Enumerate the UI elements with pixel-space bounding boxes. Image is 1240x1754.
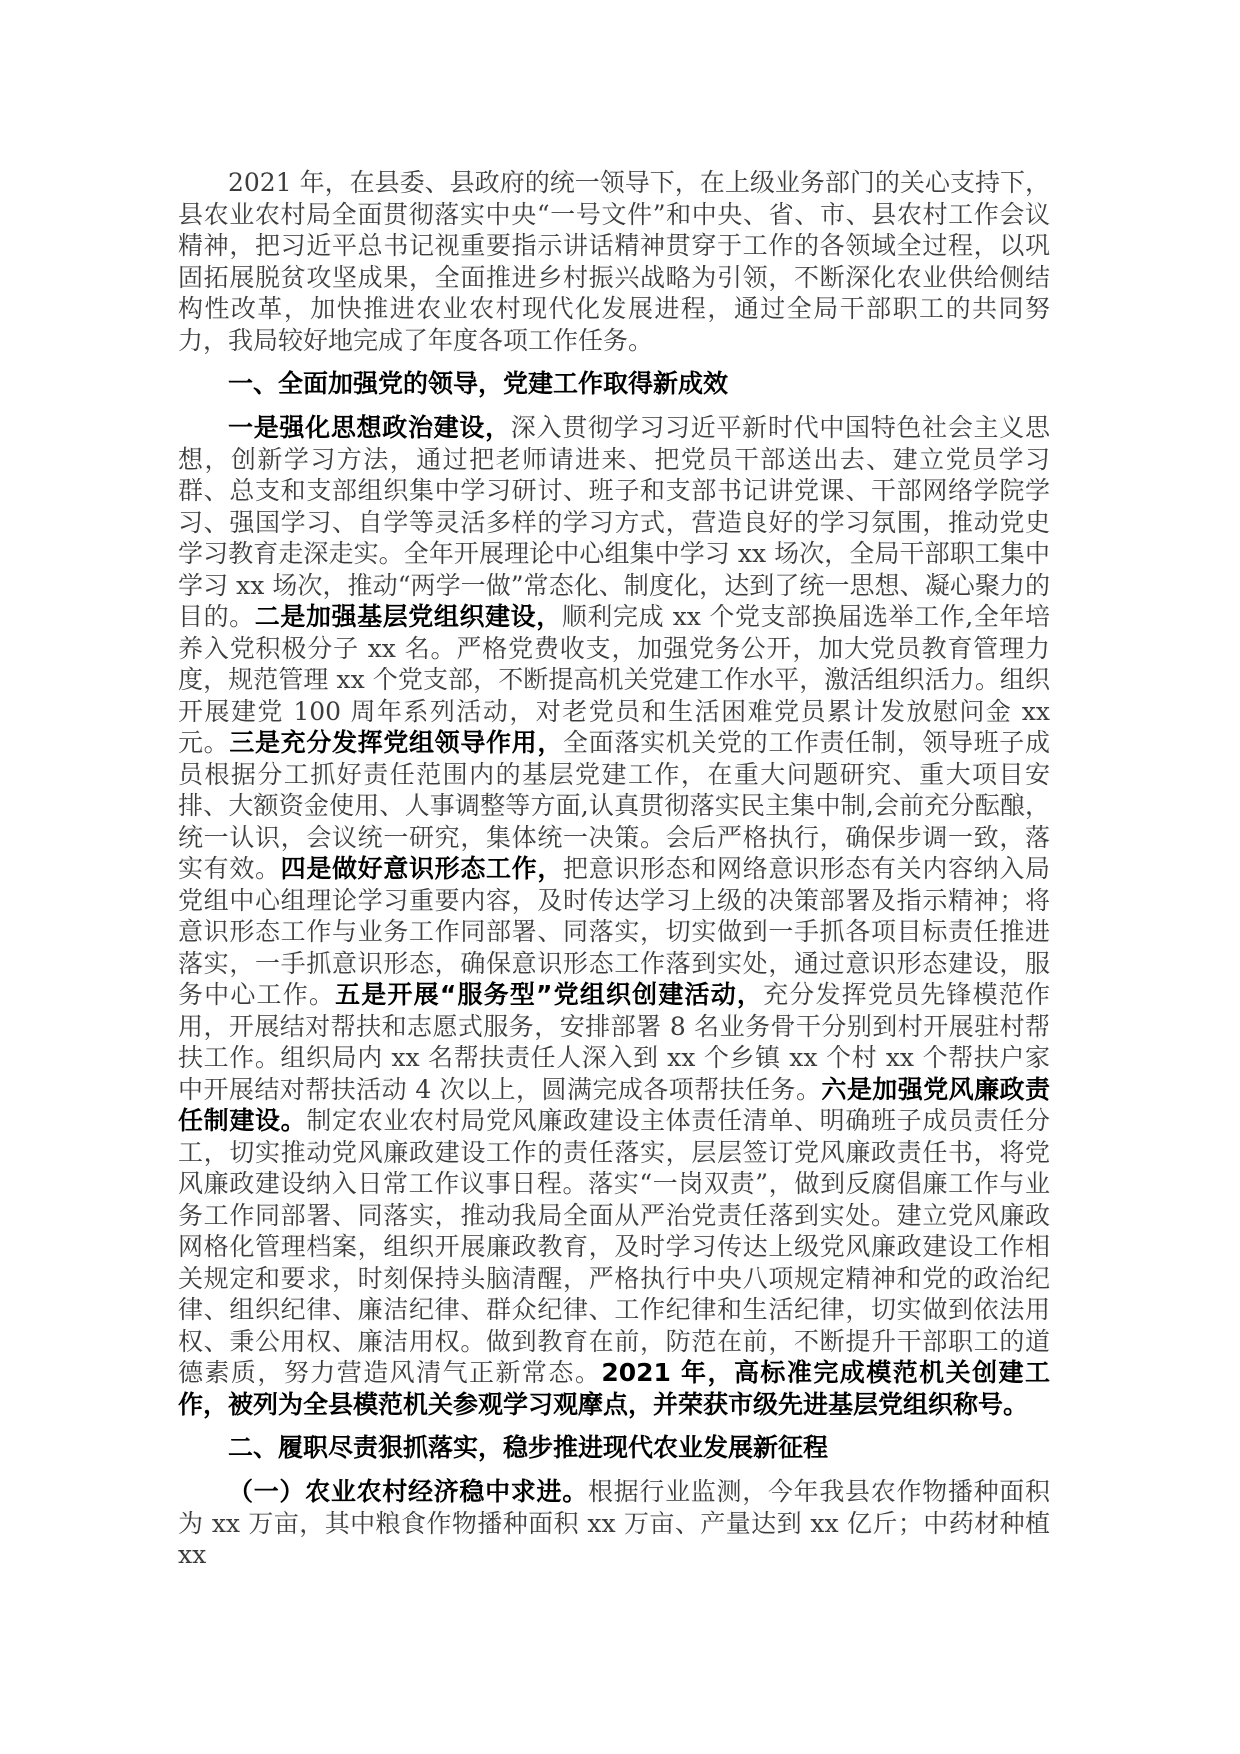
bold-text-run: 二是加强基层党组织建设， [254,602,562,631]
text-run: 根据行业监测，今年我县农作物播种面积为 xx 万亩，其中粮食作物播种面积 xx 万亩、产量达到 xx 亿斤；中药材种植 xx [178,1477,1050,1569]
text-run: 制定农业农村局党风廉政建设主体责任清单、明确班子成员责任分工，切实推动党风廉政建设工作的责任落实，层层签订党风廉政责任书，将党风廉政建设纳入日常工作议事日程。落实“一岗双责”，做到反腐倡廉工作与业务工作同部署、同落实，推动我局全面从严治党责任落到实处。建立党风廉政网格化管理档案，组织开展廉政教育，及时学习传达上级党风廉政建设工作相关规定和要求，时刻保持头脑清醒，严格执行中央八项规定精神和党的政治纪律、组织纪律、廉洁纪律、群众纪律、工作纪律和生活纪律，切实做到依法用权、秉公用权、廉洁用权。做到教育在前，防范在前，不断提升干部职工的道德素质，努力营造风清气正新常态。 [178,1106,1050,1387]
bold-text-run: 2021 年，高标准完成模范机关创建工作，被列为全县模范机关参观学习观摩点，并荣获市级先进基层党组织称号。 [178,1358,1050,1419]
bold-text-run: 一是强化思想政治建设， [228,413,511,442]
paragraph [178,412,1050,1420]
text-run: 顺利完成 xx 个党支部换届选举工作,全年培养入党积极分子 xx 名。严格党费收支，加强党务公开，加大党员教育管理力度，规范管理 xx 个党支部，不断提高机关党建工作水平，激活组织活力。组织开展建党 100 周年系列活动，对老党员和生活困难党员累计发放慰问金 xx 元。 [178,602,1050,757]
text-run: 深入贯彻学习习近平新时代中国特色社会主义思想，创新学习方法，通过把老师请进来、把党员干部送出去、建立党员学习群、总支和支部组织集中学习研讨、班子和支部书记讲党课、干部网络学院学习、强国学习、自学等灵活多样的学习方式，营造良好的学习氛围，推动党史学习教育走深走实。全年开展理论中心组集中学习 xx 场次，全局干部职工集中学习 xx 场次，推动“两学一做”常态化、制度化，达到了统一思想、凝心聚力的目的。 [178,413,1050,631]
bold-text-run: 三是充分发挥党组领导作用， [229,728,563,757]
section-heading [178,368,1050,400]
document-body [178,167,1050,1571]
paragraph [178,167,1050,356]
bold-text-run: 一、全面加强党的领导，党建工作取得新成效 [228,369,729,398]
text-run: 全面落实机关党的工作责任制，领导班子成员根据分工抓好责任范围内的基层党建工作，在重大问题研究、重大项目安排、大额资金使用、人事调整等方面,认真贯彻落实民主集中制,会前充分酝酿，统一认识，会议统一研究，集体统一决策。会后严格执行，确保步调一致，落实有效。 [178,728,1050,883]
bold-text-run: 五是开展“服务型”党组织创建活动， [335,980,764,1009]
text-run: 把意识形态和网络意识形态有关内容纳入局党组中心组理论学习重要内容，及时传达学习上级的决策部署及指示精神；将意识形态工作与业务工作同部署、同落实，切实做到一手抓各项目标责任推进落实，一手抓意识形态，确保意识形态工作落到实处，通过意识形态建设，服务中心工作。 [178,854,1050,1009]
bold-text-run: （一）农业农村经济稳中求进。 [228,1477,588,1506]
text-run: 充分发挥党员先锋模范作用，开展结对帮扶和志愿式服务，安排部署 8 名业务骨干分别到村开展驻村帮扶工作。组织局内 xx 名帮扶责任人深入到 xx 个乡镇 xx 个村 xx 个帮扶户家中开展结对帮扶活动 4 次以上，圆满完成各项帮扶任务。 [178,980,1050,1104]
section-heading [178,1432,1050,1464]
bold-text-run: 六是加强党风廉政责任制建设。 [178,1074,1050,1135]
paragraph [178,1476,1050,1571]
bold-text-run: 四是做好意识形态工作， [280,854,563,883]
bold-text-run: 二、履职尽责狠抓落实，稳步推进现代农业发展新征程 [228,1433,829,1462]
text-run: 2021 年，在县委、县政府的统一领导下，在上级业务部门的关心支持下，县农业农村局全面贯彻落实中央“一号文件”和中央、省、市、县农村工作会议精神，把习近平总书记视重要指示讲话精神贯穿于工作的各领域全过程，以巩固拓展脱贫攻坚成果，全面推进乡村振兴战略为引领，不断深化农业供给侧结构性改革，加快推进农业农村现代化发展进程，通过全局干部职工的共同努力，我局较好地完成了年度各项工作任务。 [178,168,1050,355]
